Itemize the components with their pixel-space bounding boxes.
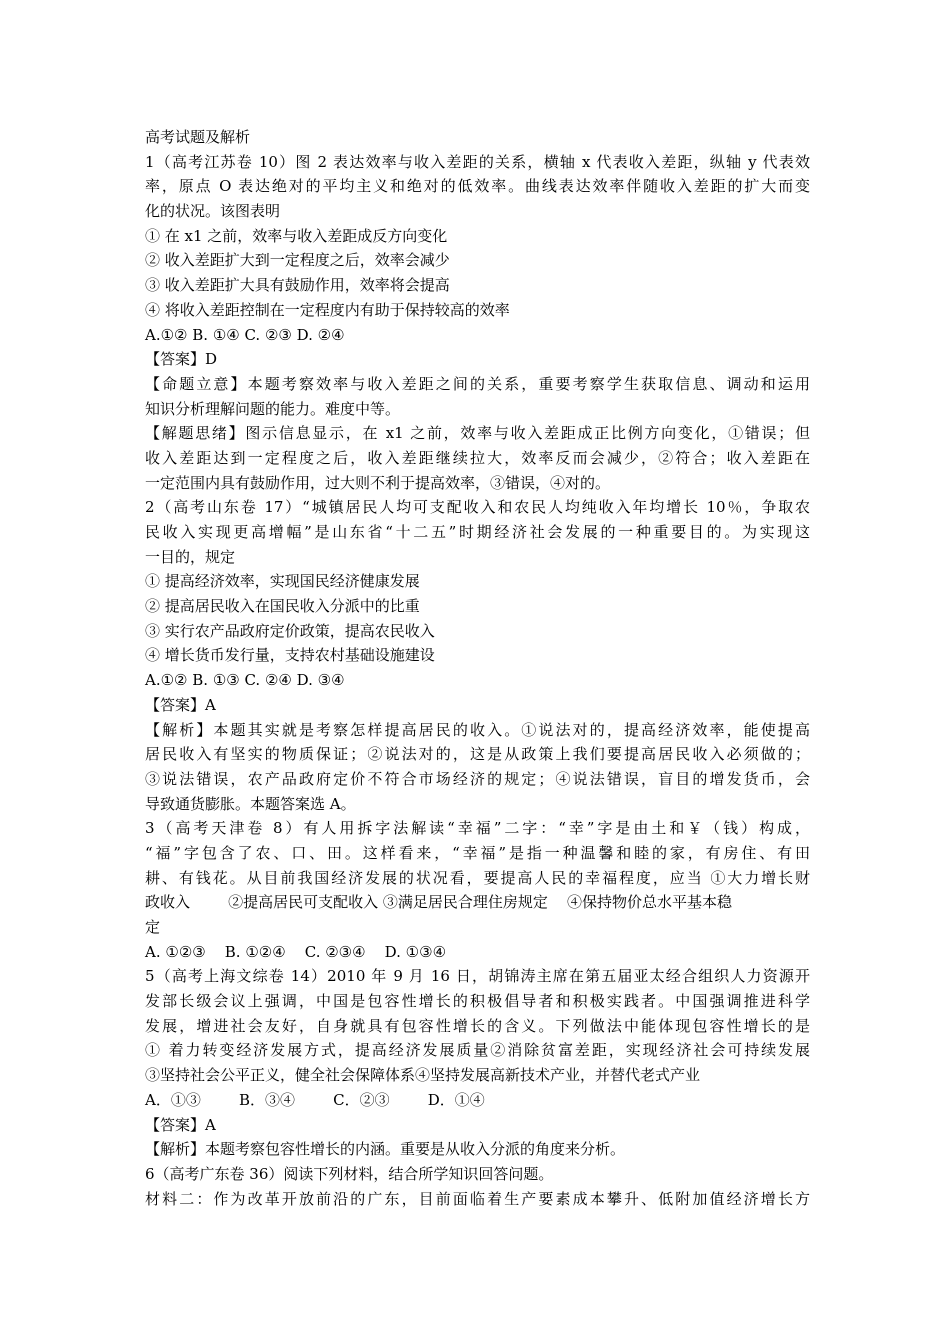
question-1-text: 1（高考江苏卷 10）图 2 表达效率与收入差距的关系，横轴 x 代表收入差距，纵轴 y 代表效	[145, 152, 810, 171]
analysis-text: 【命题立意】本题考察效率与收入差距之间的关系，重要考察学生获取信息、调动和运用	[145, 374, 810, 393]
analysis-text: 一定范围内具有鼓励作用，过大则不利于提高效率，③错误，④对的。	[145, 473, 611, 492]
question-5-text: 发展，增进社会友好，自身就具有包容性增长的含义。下列做法中能体现包容性增长的是	[145, 1016, 810, 1035]
answer-label: 【答案】D	[145, 350, 218, 369]
question-3-text: 政收入 ②提高居民可支配收入 ③满足居民合理住房规定 ④保持物价总水平基本稳	[145, 893, 732, 912]
question-2-text: 一目的，规定	[145, 547, 236, 566]
analysis-text: 导致通货膨胀。本题答案选 A。	[145, 794, 356, 813]
analysis-text: 居民收入有坚实的物质保证；②说法对的，这是从政策上我们要提高居民收入必须做的；	[145, 745, 810, 764]
option-item: ① 在 x1 之前，效率与收入差距成反方向变化	[145, 226, 448, 245]
question-3-text: 定	[145, 918, 161, 936]
question-2-text: 2（高考山东卷 17）“城镇居民人均可支配收入和农民人均纯收入年均增长 10％，争取农	[145, 498, 810, 517]
material-text: 材料二：作为改革开放前沿的广东，目前面临着生产要素成本攀升、低附加值经济增长方	[145, 1189, 810, 1208]
answer-label: 【答案】A	[145, 1115, 216, 1134]
option-item: ④ 增长货币发行量，支持农村基础设施建设	[145, 646, 435, 665]
option-item: ① 提高经济效率，实现国民经济健康发展	[145, 572, 420, 591]
option-item: ② 提高居民收入在国民收入分派中的比重	[145, 597, 420, 616]
question-3-text: “福”字包含了农、口、田。这样看来，“幸福”是指一种温馨和睦的家，有房住、有田	[145, 843, 810, 862]
question-5-text: 5（高考上海文综卷 14）2010 年 9 月 16 日，胡锦涛主席在第五届亚太经合组织人力资源开	[145, 967, 810, 986]
analysis-text: 【解析】本题考察包容性增长的内涵。重要是从收入分派的角度来分析。	[145, 1140, 626, 1159]
analysis-text: 知识分析理解问题的能力。难度中等。	[145, 399, 401, 418]
question-2-text: 民收入实现更高增幅”是山东省“十二五”时期经济社会发展的一种重要目的。为实现这	[145, 523, 810, 541]
question-1-text: 化的状况。该图表明	[145, 202, 281, 221]
answer-choices: A．①③ B．③④ C．②③ D．①④	[145, 1090, 485, 1109]
option-item: ② 收入差距扩大到一定程度之后，效率会减少	[145, 251, 450, 270]
answer-choices: A.①② B. ①④ C. ②③ D. ②④	[145, 325, 345, 344]
option-item: ① 着力转变经济发展方式，提高经济发展质量②消除贫富差距，实现经济社会可持续发展	[145, 1041, 810, 1060]
question-1-text: 率，原点 O 表达绝对的平均主义和绝对的低效率。曲线表达效率伴随收入差距的扩大而变	[145, 177, 810, 196]
analysis-text: 【解析】本题其实就是考察怎样提高居民的收入。①说法对的，提高经济效率，能使提高	[145, 720, 810, 739]
option-item: ③坚持社会公平正义，健全社会保障体系④坚持发展高新技术产业，并替代老式产业	[145, 1066, 701, 1085]
analysis-text: ③说法错误，农产品政府定价不符合市场经济的规定；④说法错误，盲目的增发货币，会	[145, 769, 810, 788]
analysis-text: 【解题思绪】图示信息显示，在 x1 之前，效率与收入差距成正比例方向变化，①错误；但	[145, 424, 810, 443]
answer-choices: A.①② B. ①③ C. ②④ D. ③④	[145, 671, 345, 690]
option-item: ④ 将收入差距控制在一定程度内有助于保持较高的效率	[145, 300, 510, 319]
option-item: ③ 收入差距扩大具有鼓励作用，效率将会提高	[145, 276, 450, 295]
document-body	[145, 125, 810, 1211]
question-6-text: 6（高考广东卷 36）阅读下列材料，结合所学知识回答问题。	[145, 1164, 554, 1183]
answer-label: 【答案】A	[145, 695, 216, 714]
option-item: ③ 实行农产品政府定价政策，提高农民收入	[145, 621, 435, 640]
question-3-text: 耕、有钱花。从目前我国经济发展的状况看，要提高人民的幸福程度，应当 ①大力增长财	[145, 868, 810, 887]
document-title: 高考试题及解析	[145, 128, 251, 146]
question-3-text: 3（高考天津卷 8）有人用拆字法解读“幸福”二字：“幸”字是由土和￥（钱）构成，	[145, 819, 810, 838]
answer-choices: A. ①②③ B. ①②④ C. ②③④ D. ①③④	[145, 942, 447, 961]
analysis-text: 收入差距达到一定程度之后，收入差距继续拉大，效率反而会减少，②符合；收入差距在	[145, 448, 810, 467]
question-5-text: 发部长级会议上强调，中国是包容性增长的积极倡导者和积极实践者。中国强调推进科学	[145, 992, 810, 1011]
